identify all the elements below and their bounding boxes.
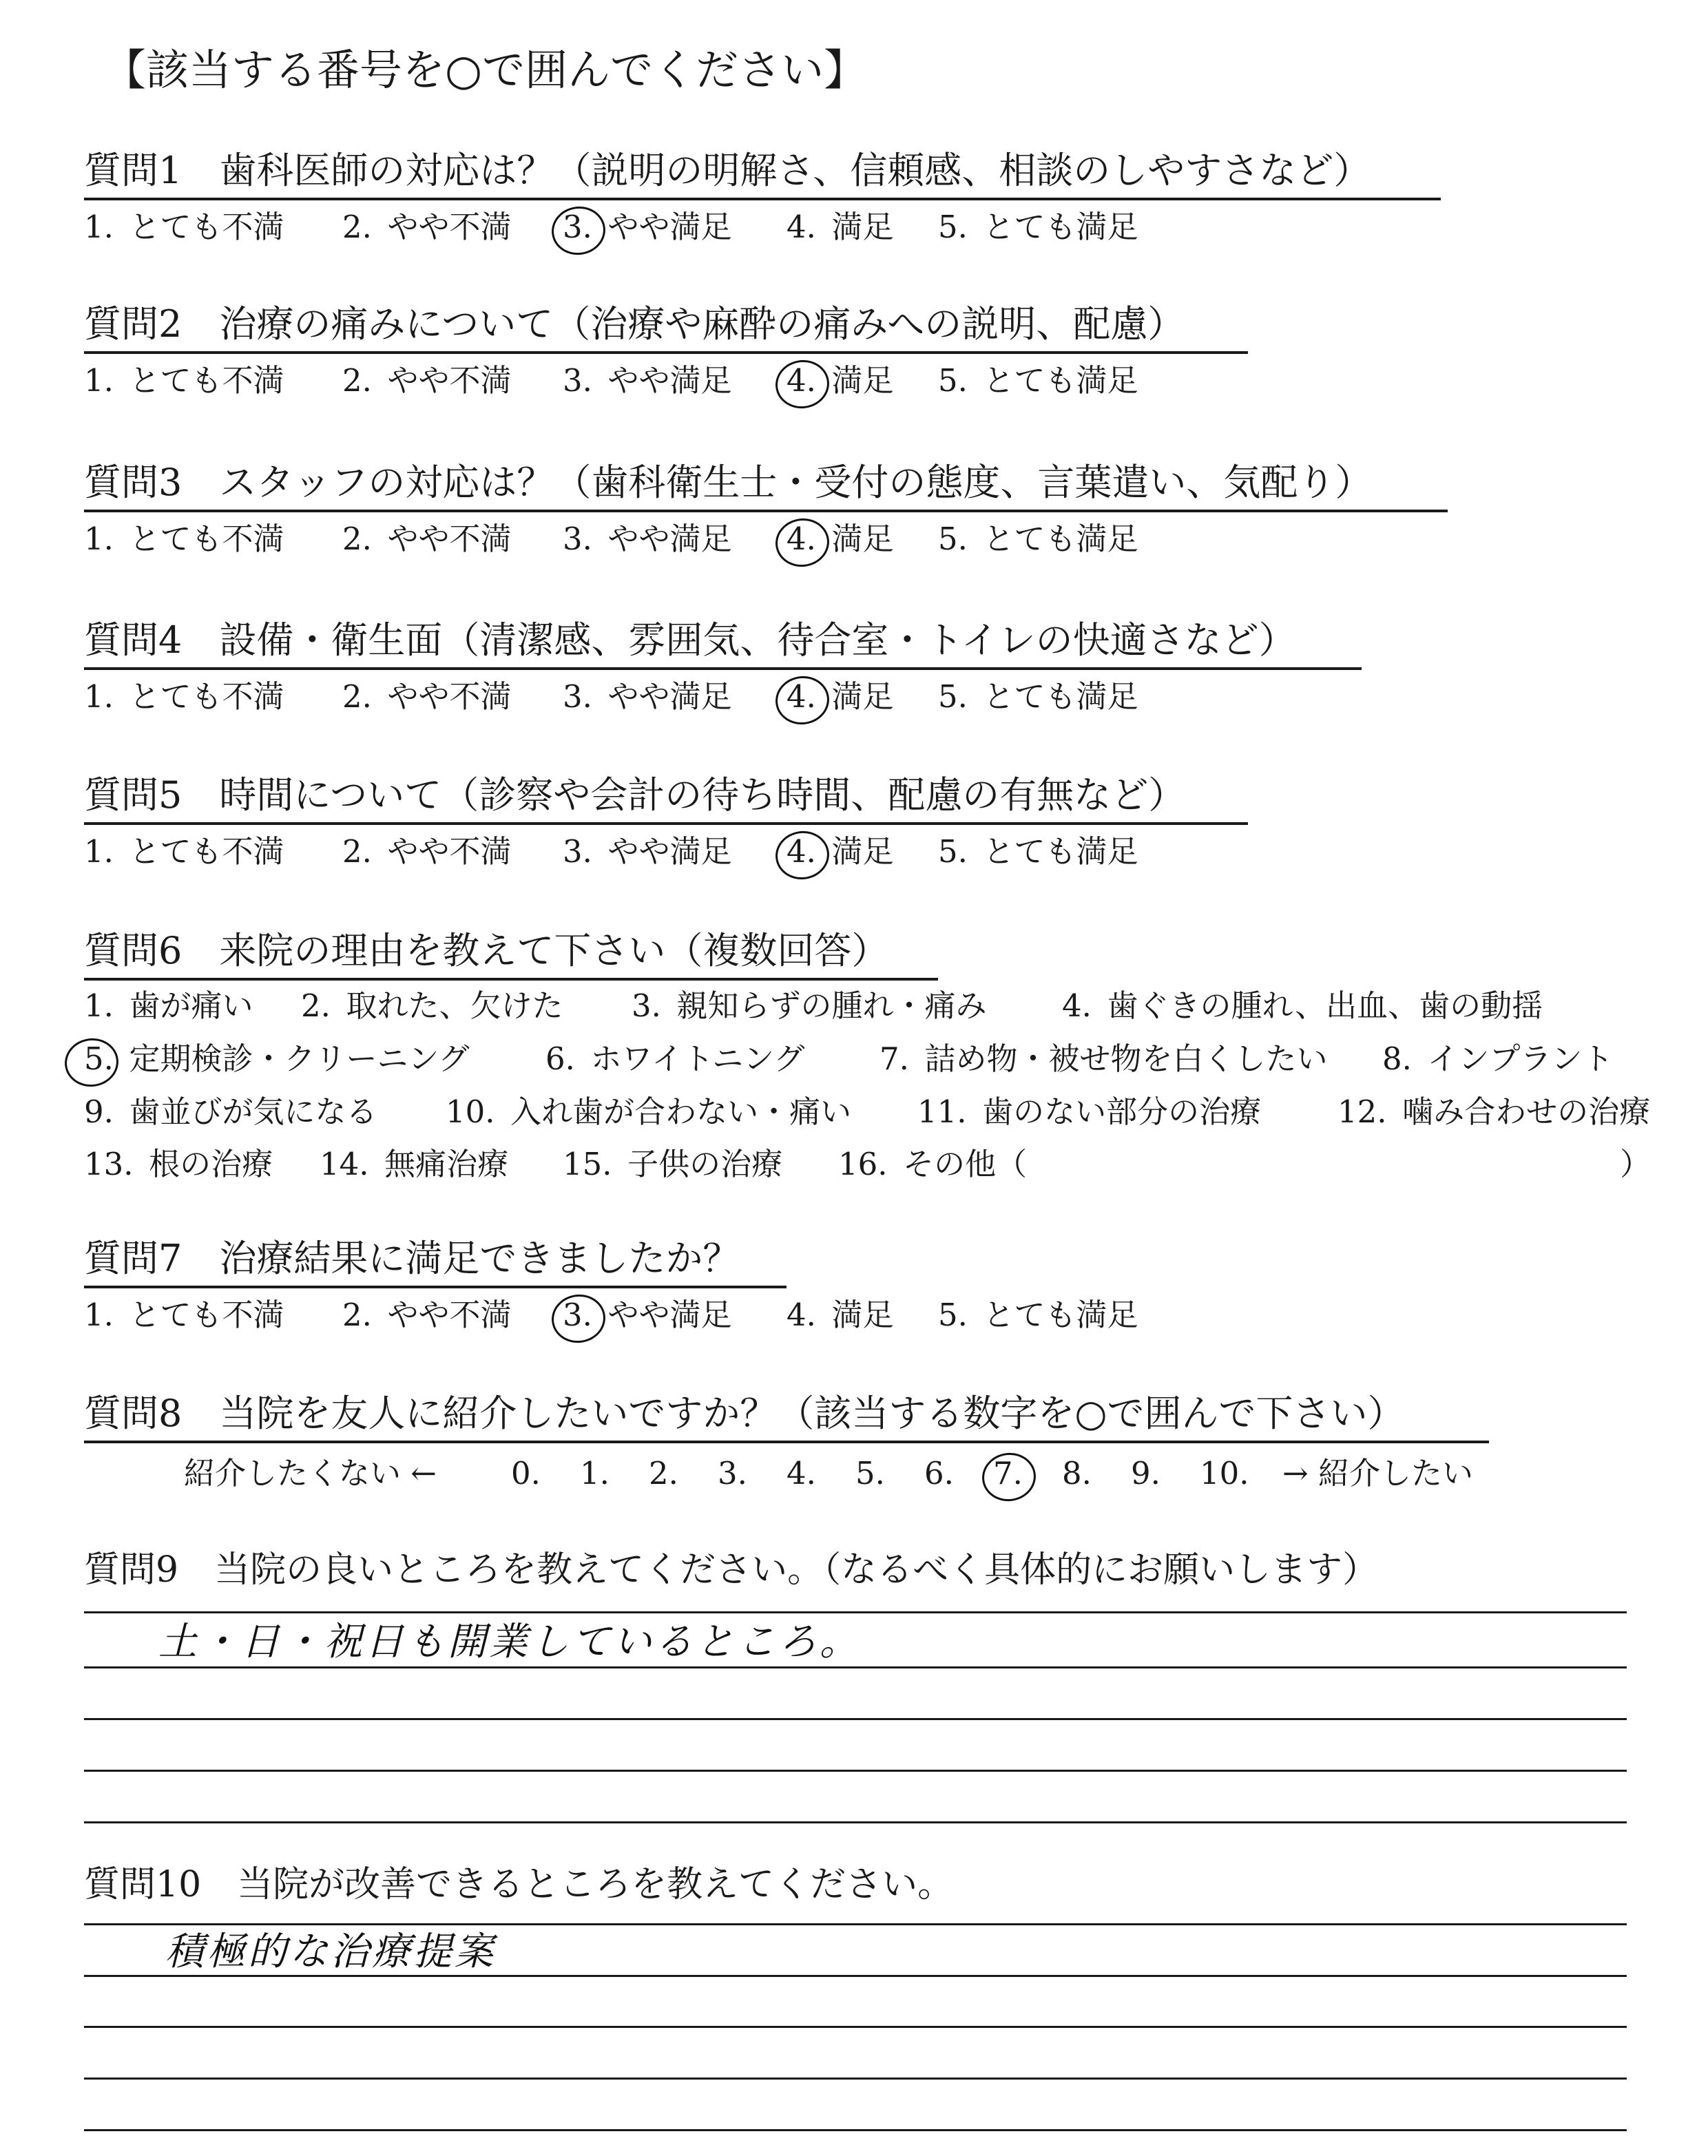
q6-option-6[interactable]: 6. ホワイトニング [545,1040,805,1077]
q6-option-1[interactable]: 1. 歯が痛い [84,987,253,1024]
q6-option-16[interactable]: 16. その他（ [838,1146,1028,1182]
q6-option-12[interactable]: 12. 噛み合わせの治療 [1337,1093,1651,1130]
q5-option-5[interactable]: 5. とても満足 [938,833,1138,870]
q9-answer-line-2 [84,1666,1627,1668]
q10-answer-line-2 [84,1975,1627,1977]
question-7-underline [84,1286,787,1288]
q10-handwritten-answer: 積極的な治療提案 [165,1929,496,1974]
q3-option-5[interactable]: 5. とても満足 [938,521,1138,557]
question-8-underline [84,1441,1489,1443]
q6-option-11[interactable]: 11. 歯のない部分の治療 [917,1093,1262,1130]
q4-option-5[interactable]: 5. とても満足 [938,678,1138,715]
question-3-title: 質問3 スタッフの対応は？（歯科衛生士・受付の態度、言葉遣い、気配り） [84,461,1373,504]
selection-circle [979,1449,1039,1505]
question-5-underline [84,822,1248,825]
q6-option-10[interactable]: 10. 入れ歯が合わない・痛い [446,1093,852,1130]
selection-circle [773,515,833,570]
q8-option-3[interactable]: 3. [718,1455,747,1492]
question-5-title: 質問5 時間について（診察や会計の待ち時間、配慮の有無など） [84,773,1186,817]
q8-option-0[interactable]: 0. [511,1455,541,1492]
selection-circle [549,203,609,258]
q8-option-8[interactable]: 8. [1062,1455,1092,1492]
q2-option-5[interactable]: 5. とても満足 [938,362,1138,399]
question-6-underline [84,978,938,981]
q3-option-1[interactable]: 1. とても不満 [84,521,284,557]
q2-option-1[interactable]: 1. とても不満 [84,362,284,399]
q7-option-1[interactable]: 1. とても不満 [84,1297,284,1333]
q3-option-3[interactable]: 3. やや満足 [563,521,732,557]
q7-option-3[interactable]: 3. やや満足 [563,1295,731,1336]
q1-option-2[interactable]: 2. やや不満 [342,209,512,245]
q10-answer-line-4 [84,2077,1627,2080]
q8-option-7[interactable]: 7. [993,1453,1023,1494]
q1-option-3[interactable]: 3. やや満足 [563,207,731,248]
q6-option-7[interactable]: 7. 詰め物・被せ物を白くしたい [879,1040,1328,1077]
q6-option-3[interactable]: 3. 親知らずの腫れ・痛み [632,987,987,1024]
q4-option-3[interactable]: 3. やや満足 [563,678,732,715]
q9-answer-line-5 [84,1821,1627,1823]
q6-option-14[interactable]: 14. 無痛治療 [320,1146,509,1182]
q8-option-2[interactable]: 2. [649,1455,678,1492]
q10-answer-line-1 [84,1923,1627,1925]
q5-option-3[interactable]: 3. やや満足 [563,833,732,870]
q1-option-4[interactable]: 4. 満足 [787,209,894,245]
q8-right-label: → 紹介したい [1282,1455,1474,1492]
q9-handwritten-answer: 土・日・祝日も開業しているところ。 [158,1620,861,1664]
q2-option-2[interactable]: 2. やや不満 [342,362,512,399]
q7-option-2[interactable]: 2. やや不満 [342,1297,512,1333]
q1-option-1[interactable]: 1. とても不満 [84,209,284,245]
q5-option-1[interactable]: 1. とても不満 [84,833,284,870]
question-1-title: 質問1 歯科医師の対応は？（説明の明解さ、信頼感、相談のしやすさなど） [84,149,1371,192]
q7-option-4[interactable]: 4. 満足 [787,1297,894,1333]
q3-option-2[interactable]: 2. やや不満 [342,521,512,557]
q2-option-4[interactable]: 4. 満足 [787,360,893,401]
q6-option-5[interactable]: 5. 定期検診・クリーニング [84,1038,470,1080]
question-4-title: 質問4 設備・衛生面（清潔感、雰囲気、待合室・トイレの快適さなど） [84,618,1296,662]
q8-option-6[interactable]: 6. [924,1455,954,1492]
q10-answer-line-5 [84,2129,1627,2131]
question-4-underline [84,667,1362,670]
q6-option-9[interactable]: 9. 歯並びが気になる [84,1093,377,1130]
q9-answer-line-1 [84,1611,1627,1613]
q6-option-4[interactable]: 4. 歯ぐきの腫れ、出血、歯の動揺 [1062,987,1543,1024]
q9-answer-line-3 [84,1718,1627,1720]
q5-option-2[interactable]: 2. やや不満 [342,833,512,870]
question-8-title: 質問8 当院を友人に紹介したいですか？（該当する数字を○で囲んで下さい） [84,1392,1405,1435]
selection-circle [549,1291,609,1346]
question-7-title: 質問7 治療結果に満足できましたか？ [84,1237,740,1280]
q4-option-4[interactable]: 4. 満足 [787,676,893,718]
selection-circle [773,673,833,728]
question-10-title: 質問10 当院が改善できるところを教えてください。 [84,1864,954,1905]
q6-option-15[interactable]: 15. 子供の治療 [563,1146,783,1182]
q8-option-4[interactable]: 4. [787,1455,816,1492]
q6-option-2[interactable]: 2. 取れた、欠けた [301,987,563,1024]
q8-option-1[interactable]: 1. [580,1455,610,1492]
q4-option-2[interactable]: 2. やや不満 [342,678,512,715]
q4-option-1[interactable]: 1. とても不満 [84,678,284,715]
q8-option-5[interactable]: 5. [855,1455,885,1492]
selection-circle [773,357,833,412]
q10-answer-line-3 [84,2026,1627,2028]
q2-option-3[interactable]: 3. やや満足 [563,362,732,399]
q9-answer-line-4 [84,1770,1627,1772]
q8-option-10[interactable]: 10. [1200,1455,1249,1492]
question-1-underline [84,198,1441,200]
q6-option-8[interactable]: 8. インプラント [1382,1040,1614,1077]
q6-other-close-paren: ） [1620,1146,1652,1182]
selection-circle [773,828,833,883]
q6-option-13[interactable]: 13. 根の治療 [84,1146,273,1182]
q1-option-5[interactable]: 5. とても満足 [938,209,1138,245]
question-2-title: 質問2 治療の痛みについて（治療や麻酔の痛みへの説明、配慮） [84,302,1185,346]
question-9-title: 質問9 当院の良いところを教えてください。（なるべく具体的にお願いします） [84,1549,1379,1591]
q8-left-label: 紹介したくない ← [184,1455,437,1492]
page-title: 【該当する番号を○で囲んでください】 [103,45,867,95]
q3-option-4[interactable]: 4. 満足 [787,519,893,560]
question-6-title: 質問6 来院の理由を教えて下さい（複数回答） [84,929,889,972]
question-2-underline [84,351,1248,354]
q7-option-5[interactable]: 5. とても満足 [938,1297,1138,1333]
q5-option-4[interactable]: 4. 満足 [787,831,893,872]
q8-option-9[interactable]: 9. [1131,1455,1160,1492]
question-3-underline [84,510,1448,512]
